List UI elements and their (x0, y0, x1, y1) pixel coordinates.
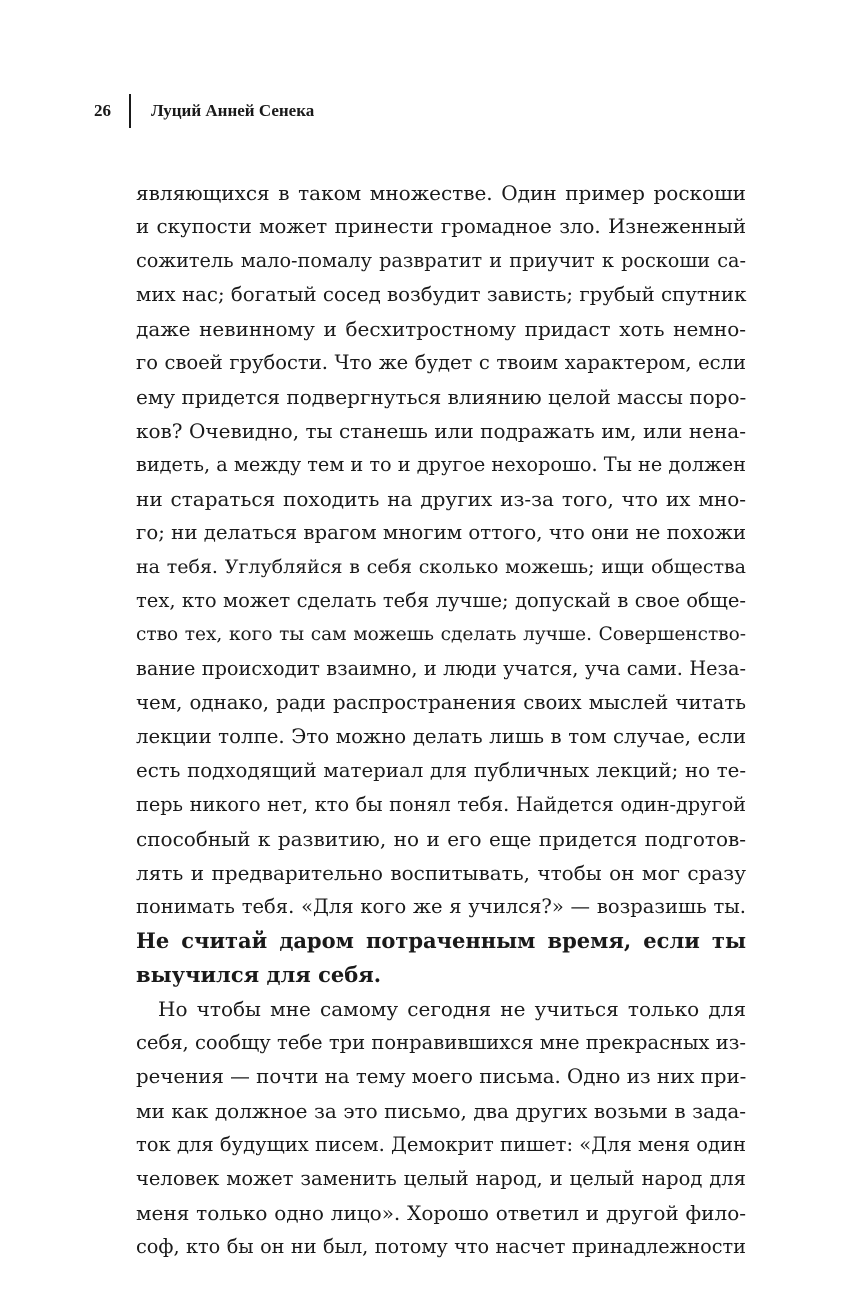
running-title: Луций Анней Сенека (151, 101, 315, 120)
text-line: даже невинному и бесхитростному придаст хоть немно- (136, 317, 746, 341)
text-line: чем, однако, ради распространения своих мыслей читать (136, 691, 746, 714)
emphasized-text-line: Не считай даром потраченным время, если ты (136, 928, 746, 953)
text-line: го; ни делаться врагом многим оттого, что они не похожи (136, 521, 747, 544)
emphasized-text-line: выучился для себя. (136, 962, 382, 987)
text-line: ми как должное за это письмо, два других возьми в зада- (136, 1099, 746, 1123)
text-line: лять и предварительно воспитывать, чтобы он мог сразу (136, 861, 746, 885)
text-line: го своей грубости. Что же будет с твоим характером, если (136, 351, 746, 374)
text-line: тех, кто может сделать тебя лучше; допускай в свое обще- (136, 589, 746, 612)
text-line: являющихся в таком множестве. Один пример роскоши (136, 181, 746, 205)
running-header (94, 94, 314, 128)
text-line: есть подходящий материал для публичных лекций; но те- (136, 759, 746, 782)
text-line: ему придется подвергнуться влиянию целой массы поро- (136, 385, 747, 409)
text-line: соф, кто бы он ни был, потому что насчет принадлежности (136, 1235, 746, 1258)
text-line: ков? Очевидно, ты станешь или подражать им, или нена- (136, 419, 746, 443)
text-line: и скупости может принести громадное зло. Изнеженный (136, 215, 746, 238)
text-line: перь никого нет, кто бы понял тебя. Найдется один-другой (136, 793, 746, 816)
text-line: ство тех, кого ты сам можешь сделать лучше. Совершенство- (136, 624, 746, 645)
text-line: мих нас; богатый сосед возбудит зависть; грубый спутник (136, 283, 747, 306)
text-line: вание происходит взаимно, и люди учатся, уча сами. Неза- (136, 657, 746, 680)
text-line: на тебя. Углубляйся в себя сколько можешь; ищи общества (136, 556, 746, 578)
page-number: 26 (94, 101, 111, 120)
header-divider (129, 94, 131, 128)
body-text (136, 176, 746, 1264)
text-line: себя, сообщу тебе три понравившихся мне прекрасных из- (136, 1031, 746, 1054)
text-line: видеть, а между тем и то и другое нехорошо. Ты не должен (136, 453, 746, 476)
text-line: понимать тебя. «Для кого же я учился?» — возразишь ты. (136, 895, 746, 918)
text-line: сожитель мало-помалу развратит и приучит к роскоши са- (136, 249, 746, 272)
text-line: речения — почти на тему моего письма. Одно из них при- (136, 1065, 747, 1088)
text-line: меня только одно лицо». Хорошо ответил и другой фило- (136, 1201, 746, 1225)
text-line: Но чтобы мне самому сегодня не учиться только для (158, 997, 746, 1021)
text-line: способный к развитию, но и его еще придется подготов- (136, 827, 746, 851)
text-line: ни стараться походить на других из-за того, что их мно- (136, 487, 746, 511)
text-line: ток для будущих писем. Демокрит пишет: «Для меня один (136, 1133, 746, 1156)
text-line: лекции толпе. Это можно делать лишь в том случае, если (136, 725, 746, 748)
text-line: человек может заменить целый народ, и целый народ для (136, 1167, 746, 1190)
